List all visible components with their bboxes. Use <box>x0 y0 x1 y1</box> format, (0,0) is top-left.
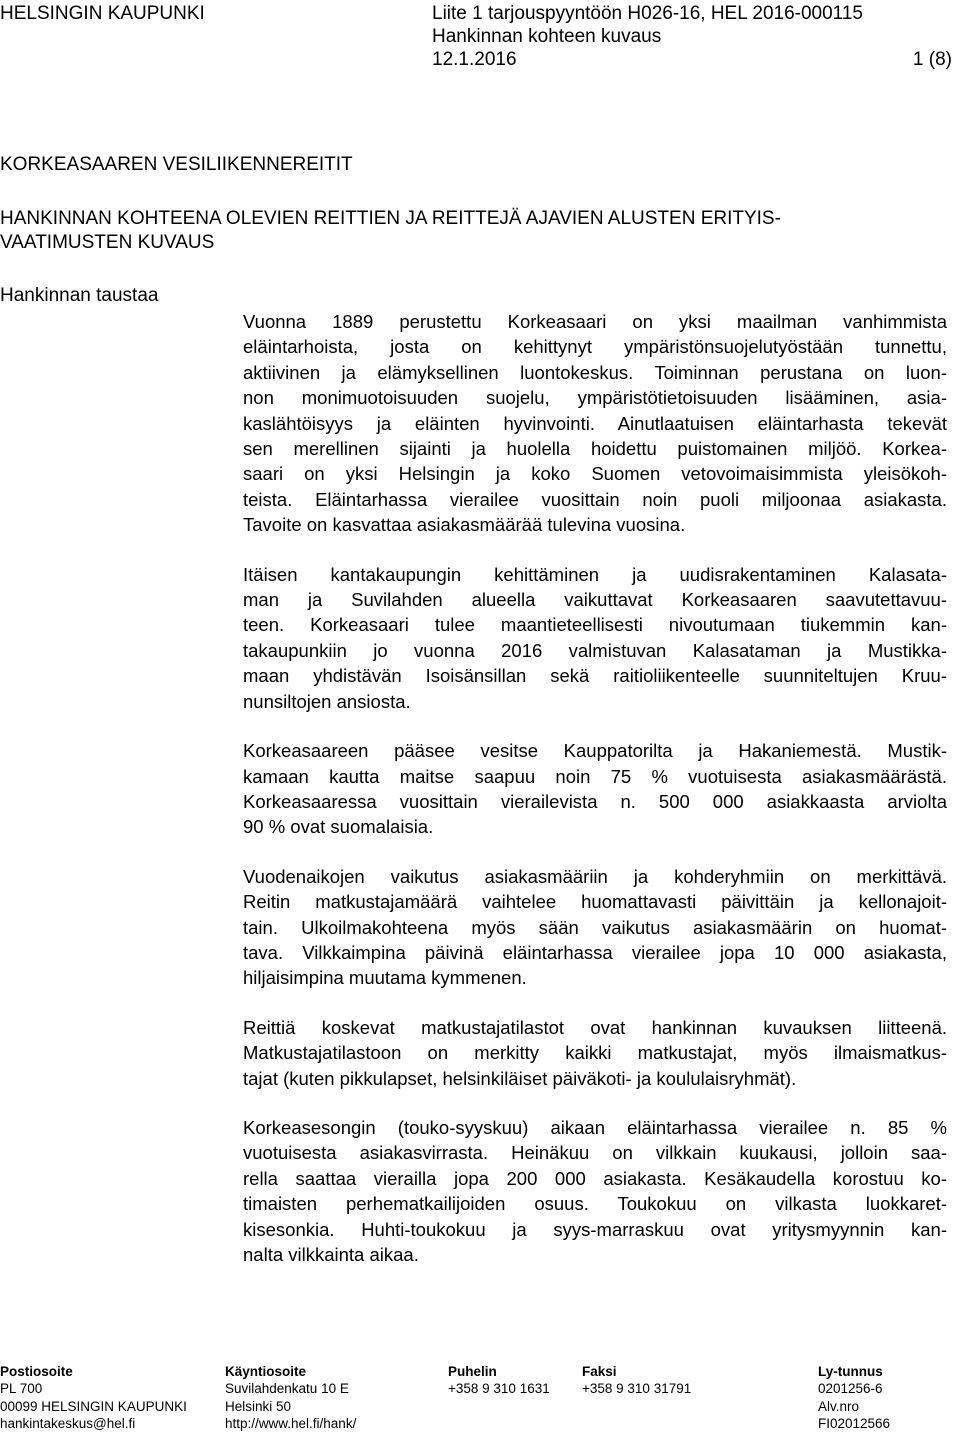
footer-fax <box>582 1363 691 1398</box>
footer-value: 0201256-6 <box>818 1381 883 1397</box>
footer-label: Faksi <box>582 1364 617 1379</box>
footer-email: hankintakeskus@hel.fi <box>0 1415 136 1431</box>
text-line: tava. Vilkkaimpina päivinä eläintarhassa vierailee jopa 10 000 asiakasta, <box>243 941 947 963</box>
paragraph <box>243 1115 947 1267</box>
footer-value: PL 700 <box>0 1381 43 1397</box>
text-line: timaisten perhematkailijoiden osuus. Toukokuu on vilkasta luokkaret- <box>243 1193 947 1215</box>
text-line: nalta vilkkainta aikaa. <box>243 1244 419 1265</box>
text-line: Vuodenaikojen vaikutus asiakasmääriin ja kohderyhmiin on merkittävä. <box>243 865 947 887</box>
header-info <box>432 2 952 71</box>
footer-website: http://www.hel.fi/hank/ <box>225 1415 357 1431</box>
text-line: Matkustajatilastoon on merkitty kaikki matkustajat, myös ilmaismatkus- <box>243 1042 947 1064</box>
reference-line: Liite 1 tarjouspyyntöön H026-16, HEL 2016-000115 <box>432 3 863 24</box>
text-line: hiljaisimpina muutama kymmenen. <box>243 967 527 989</box>
text-line: kaslähtöisyys ja eläinten hyvinvointi. Ainutlaatuisen eläintarhasta tekevät <box>243 412 947 434</box>
text-line: teen. Korkeasaari tulee maantieteellisesti nivoutumaan tiukemmin kan- <box>243 614 947 636</box>
text-line: rella saattaa vierailla jopa 200 000 asiakasta. Kesäkaudella korostuu ko- <box>243 1167 947 1189</box>
footer-label: Ly-tunnus <box>818 1364 883 1379</box>
text-line: Vuonna 1889 perustettu Korkeasaari on yksi maailman vanhimmista <box>243 311 947 332</box>
text-line: Reitin matkustajamäärä vaihtelee huomattavasti päivittäin ja kellonajoit- <box>243 891 947 913</box>
text-line: Tavoite on kasvattaa asiakasmäärää tulevina vuosina. <box>243 514 686 536</box>
section-label: Hankinnan taustaa <box>0 285 159 306</box>
text-line: nunsiltojen ansiosta. <box>243 690 411 712</box>
text-line: kisesonkia. Huhti-toukokuu ja syys-marraskuu ovat yritysmyynnin kan- <box>243 1218 947 1240</box>
text-line: vuotuisesta asiakasvirrasta. Heinäkuu on vilkkain kuukausi, jolloin saa- <box>243 1142 947 1164</box>
footer-value: Suvilahdenkatu 10 E <box>225 1381 349 1397</box>
text-line: aktiivinen ja elämyksellinen luontokeskus. Toiminnan perustana on luon- <box>243 361 947 383</box>
document-date: 12.1.2016 <box>432 49 517 70</box>
footer-postal-address <box>0 1363 187 1432</box>
text-line: sen merellinen sijainti ja huolella hoidettu puistomainen miljöö. Korkea- <box>243 438 947 460</box>
text-line: tajat (kuten pikkulapset, helsinkiläiset päiväkoti- ja koululaisryhmät). <box>243 1067 797 1089</box>
document-title: KORKEASAAREN VESILIIKENNEREITIT <box>0 154 353 175</box>
footer-value: FI02012566 <box>818 1415 891 1431</box>
organization-name: HELSINGIN KAUPUNKI <box>0 3 205 24</box>
document-subtitle <box>0 207 950 255</box>
footer-visiting-address <box>225 1363 356 1432</box>
subtitle-line-2: VAATIMUSTEN KUVAUS <box>0 232 215 253</box>
paragraph <box>243 1015 947 1091</box>
footer-value: Alv.nro <box>818 1398 860 1414</box>
footer-value: +358 9 310 1631 <box>448 1381 550 1397</box>
text-line: tain. Ulkoilmakohteena myös sään vaikutus asiakasmäärin on huomat- <box>243 916 947 938</box>
subtitle-line-1: HANKINNAN KOHTEENA OLEVIEN REITTIEN JA REITTEJÄ AJAVIEN ALUSTEN ERITYIS- <box>0 208 781 229</box>
text-line: maan yhdistävän Isoisänsillan sekä raitioliikenteelle suunniteltujen Kruu- <box>243 665 947 687</box>
text-line: Korkeasesongin (touko-syyskuu) aikaan eläintarhassa vierailee n. 85 % <box>243 1116 947 1138</box>
footer-phone <box>448 1363 550 1398</box>
text-line: Korkeasaareen pääsee vesitse Kauppatorilta ja Hakaniemestä. Mustik- <box>243 740 947 762</box>
text-line: Itäisen kantakaupungin kehittäminen ja uudisrakentaminen Kalasata- <box>243 563 947 585</box>
subject-line: Hankinnan kohteen kuvaus <box>432 26 662 47</box>
body-text <box>243 309 947 1267</box>
footer-business-id <box>818 1363 890 1432</box>
text-line: eläintarhoista, josta on kehittynyt ympäristönsuojelutyöstään tunnettu, <box>243 336 947 358</box>
paragraph <box>243 309 947 538</box>
page-number: 1 (8) <box>912 49 952 70</box>
footer-value: 00099 HELSINGIN KAUPUNKI <box>0 1398 187 1414</box>
text-line: man ja Suvilahden alueella vaikuttavat Korkeasaaren saavutettavuu- <box>243 589 947 611</box>
paragraph <box>243 562 947 714</box>
text-line: teista. Eläintarhassa vierailee vuosittain noin puoli miljoonaa asiakasta. <box>243 488 947 510</box>
footer-value: +358 9 310 31791 <box>582 1381 692 1397</box>
paragraph <box>243 738 947 840</box>
text-line: Korkeasaaressa vuosittain vierailevista n. 500 000 asiakkaasta arviolta <box>243 790 947 812</box>
date-page-line <box>432 48 952 71</box>
footer-label: Puhelin <box>448 1364 497 1379</box>
paragraph <box>243 864 947 991</box>
text-line: saari on yksi Helsingin ja koko Suomen vetovoimaisimmista yleisökoh- <box>243 463 947 485</box>
text-line: Reittiä koskevat matkustajatilastot ovat hankinnan kuvauksen liitteenä. <box>243 1016 947 1038</box>
footer-label: Postiosoite <box>0 1364 73 1379</box>
footer-label: Käyntiosoite <box>225 1364 307 1379</box>
text-line: takaupunkiin jo vuonna 2016 valmistuvan Kalasataman ja Mustikka- <box>243 639 947 661</box>
text-line: kamaan kautta maitse saapuu noin 75 % vuotuisesta asiakasmäärästä. <box>243 765 947 787</box>
text-line: non monimuotoisuuden suojelu, ympäristötietoisuuden lisääminen, asia- <box>243 387 947 409</box>
text-line: 90 % ovat suomalaisia. <box>243 816 434 838</box>
footer-value: Helsinki 50 <box>225 1398 292 1414</box>
